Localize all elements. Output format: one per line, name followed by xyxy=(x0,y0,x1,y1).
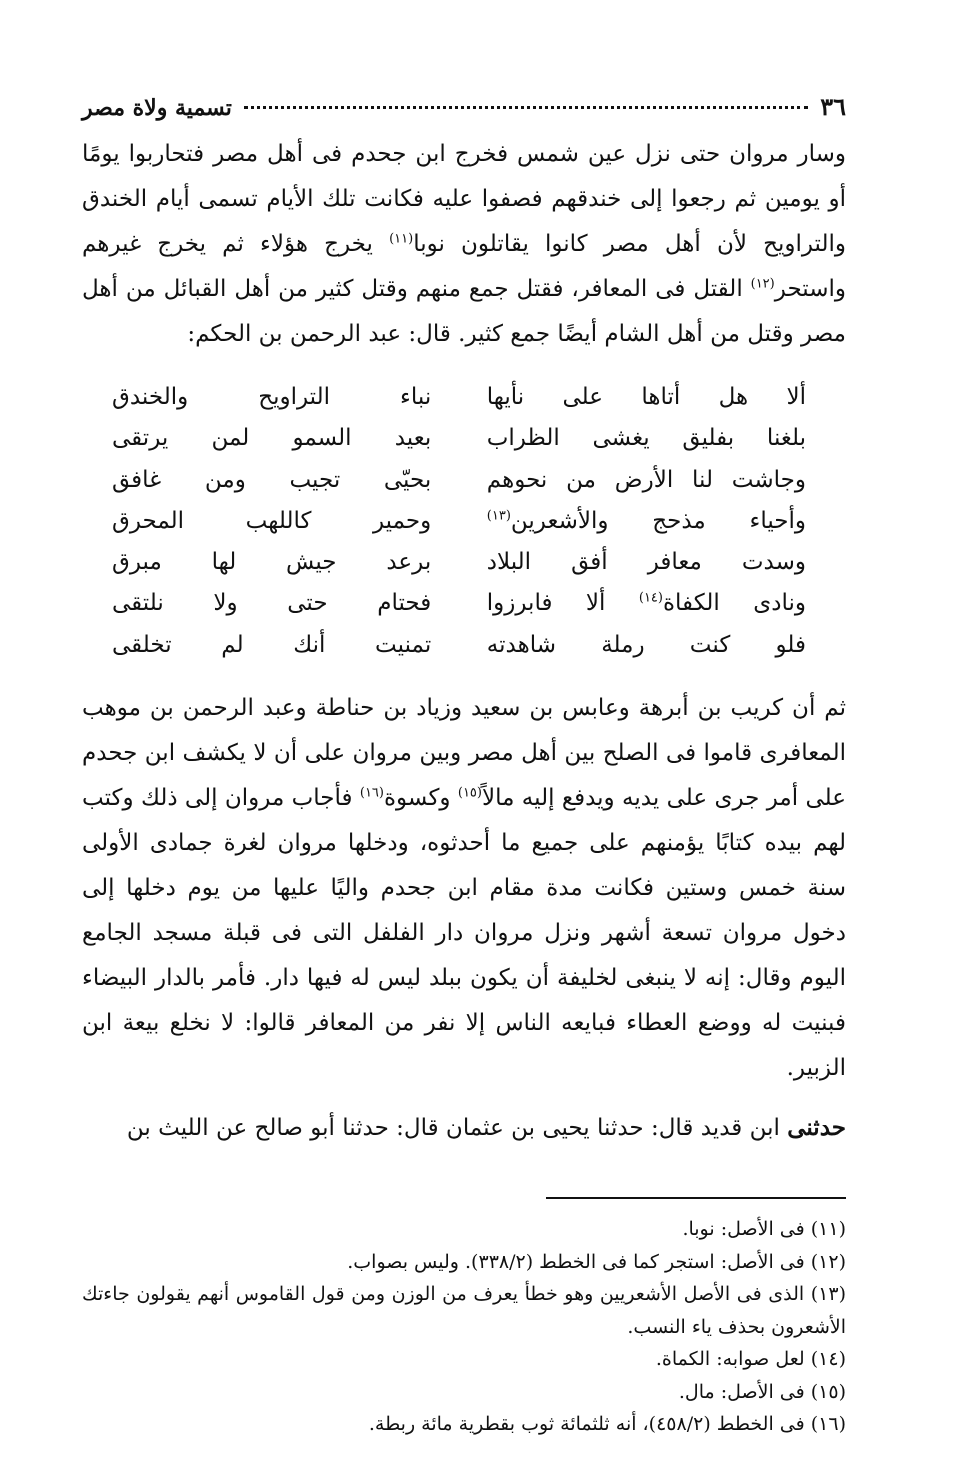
poem-verse xyxy=(112,542,806,583)
paragraph-2-text-c: فأجاب مروان إلى ذلك وكتب لهم بيده كتابًا يؤمنهم على جميع ما أحدثوه، ودخلها مروان لغرة جمادى الأولى سنة خمس وستين فكانت مدة مقام ابن جحدم واليًا عليها من يوم دخلها إلى دخول مروان تسعة أشهر ونزل مروان دار الفلفل التى فى قبلة مسجد الجامع اليوم وقال: إنه لا ينبغى لخليفة أن يكون ببلد ليس له فيها دار. فأمر بالدار البيضاء فبنيت له ووضع العطاء فبايعه الناس إلا نفر من المعافر قالوا: لا نخلع بيعة ابن الزبير. xyxy=(82,785,846,1082)
footnote-ref-16: (١٦) xyxy=(359,785,384,801)
paragraph-3-text: ابن قديد قال: حدثنا يحيى بن عثمان قال: حدثنا أبو صالح عن الليث بن xyxy=(126,1115,788,1142)
verse-second-hemistich: تمنيت أنك لم تخلقى xyxy=(112,631,432,658)
poem-verse xyxy=(112,418,806,459)
verse-second-hemistich: بحيّى تجيب ومن غافق xyxy=(112,466,432,493)
verse-first-hemistich: ألا هل أتاها على نأيها xyxy=(486,384,806,410)
verse-first-hemistich: فلو كنت رملة شاهدته xyxy=(486,631,806,658)
poem-verse xyxy=(112,625,806,666)
running-title: تسمية ولاة مصر xyxy=(82,95,232,121)
paragraph-3-lead-word: حدثنى xyxy=(787,1114,846,1142)
footnote-12: (١٢) فى الأصل: استجر كما فى الخطط (٣٣٨/٢). وليس بصواب. xyxy=(347,1250,846,1273)
paragraph-1-text-c: القتل فى المعافر، فقتل جمع منهم وقتل كثير من أهل القبائل من أهل مصر وقتل من أهل الشام أيضًا جمع كثير. قال: عبد الرحمن بن الحكم: xyxy=(82,276,846,347)
footnote-ref-14: (١٤) xyxy=(638,590,663,606)
poem-verse xyxy=(112,501,806,542)
footnote-ref-13: (١٣) xyxy=(486,508,511,524)
paragraph-1 xyxy=(82,132,846,357)
verse-text: وأحياء مذحج والأشعرين xyxy=(510,507,806,534)
poem-verse xyxy=(112,460,806,501)
poem-verse xyxy=(112,377,806,418)
verse-second-hemistich: بعيد السمو لمن يرتقى xyxy=(112,425,432,452)
verse-first-hemistich: وجاشت لنا الأرض من نحوهم xyxy=(486,466,806,493)
footnote-14: (١٤) لعل صوابه: الكماة. xyxy=(655,1348,846,1371)
verse-first-hemistich: وسدت معافر أفق البلاد xyxy=(486,549,806,576)
footnote-ref-12: (١٢) xyxy=(750,276,775,292)
footnote-ref-11: (١١) xyxy=(389,231,414,247)
verse-first-hemistich xyxy=(487,501,806,542)
paragraph-3 xyxy=(82,1105,846,1151)
paragraph-1-text-a: وسار مروان حتى نزل عين شمس فخرج ابن جحدم فى أهل مصر فتحاربوا يومًا أو يومين ثم رجعوا إلى خندقهم فصفوا عليه فكانت تلك الأيام تسمى أيام الخندق والتراويح لأن أهل مصر كانوا يقاتلون نوبا xyxy=(82,141,847,257)
header-dot-leader xyxy=(244,106,808,109)
verse-text-tail: ألا فابرزوا xyxy=(486,590,639,617)
paragraph-1-text-b: يخرج هؤلاء ثم يخرج غيرهم واستحر xyxy=(82,231,846,302)
paragraph-2-text-a: ثم أن كريب بن أبرهة وعابس بن سعيد وزياد بن حناطة وعبد الرحمن بن موهب المعافرى قاموا فى الصلح بين أهل مصر وبين مروان على أن لا يكشف ابن جحدم على أمر جرى على يديه ويدفع إليه مالاً xyxy=(82,695,846,812)
paragraph-2 xyxy=(82,686,846,1091)
poem-verse xyxy=(112,583,806,624)
footnote-15: (١٥) فى الأصل: مال. xyxy=(678,1380,846,1403)
footnote-13: (١٣) الذى فى الأصل الأشعريين وهو خطأ يعرف من الوزن ومن قول القاموس أنهم يقولون جاءتك الأشعرون بحذف ياء النسب. xyxy=(82,1283,846,1338)
verse-second-hemistich: فحتام حتى ولا نلتقى xyxy=(112,590,432,617)
running-header xyxy=(82,92,846,128)
footnote-ref-15: (١٥) xyxy=(457,785,482,801)
verse-second-hemistich: وحمير كاللهب المحرق xyxy=(112,507,432,534)
footnotes xyxy=(82,1213,846,1441)
verse-second-hemistich: برعد جيش لها مبرق xyxy=(112,549,432,576)
footnote-11: (١١) فى الأصل: نوبا. xyxy=(682,1218,846,1241)
verse-text: ونادى الكفاة xyxy=(663,590,806,617)
paragraph-2-text-b: وكسوة xyxy=(384,785,458,812)
footnote-16: (١٦) فى الخطط (٤٥٨/٢)، أنه ثلثمائة ثوب بقطرية مائة ربطة. xyxy=(368,1413,846,1436)
footnote-divider xyxy=(546,1197,846,1199)
verse-first-hemistich: بلغنا بفليق يغشى الظراب xyxy=(486,425,806,452)
verse-second-hemistich: نباء التراويح والخندق xyxy=(112,384,432,410)
verse-first-hemistich xyxy=(487,583,806,624)
poem xyxy=(82,377,846,666)
page-number: ٣٦ xyxy=(820,92,846,121)
